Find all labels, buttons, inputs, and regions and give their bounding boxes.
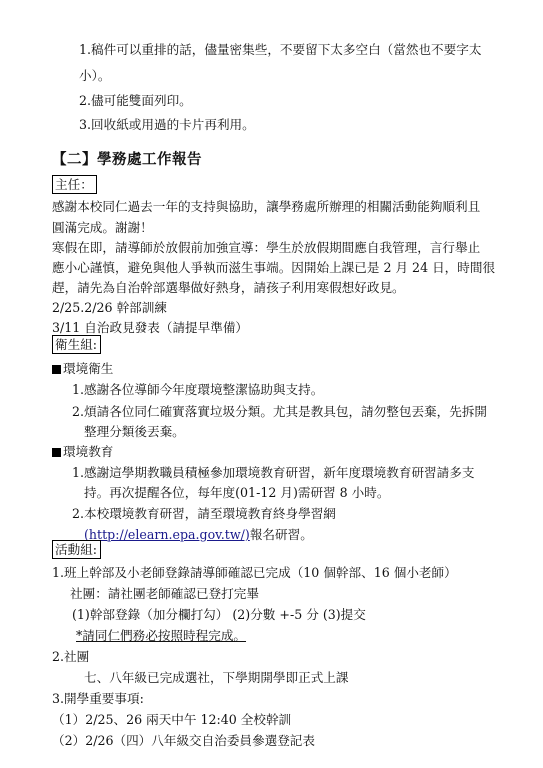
activities-label: 活動組: [52,540,101,559]
director-schedule-2: 3/11 自治政見發表（請提早準備） [52,320,249,335]
activities-line: 社團：請社團老師確認已登打完畢 [70,586,259,601]
activities-line: （2）2/26（四）八年級交自治委員參選登記表 [52,733,315,748]
env-education-link-line [84,527,313,543]
activities-line: （1）2/25、26 兩天中午 12:40 全校幹訓 [52,712,292,727]
activities-line: 2.社團 [52,649,90,664]
elearn-link-suffix: 報名研習。 [249,527,313,542]
top-list-item-1-cont: 小）。 [79,68,111,83]
env-education-item-2: 2.本校環境教育研習，請至環境教育終身學習網 [72,506,336,521]
activities-line: 3.開學重要事項: [52,691,144,706]
activities-line: 七、八年級已完成選社，下學期開學即正式上課 [84,670,349,685]
black-square-bullet-icon [52,365,61,374]
health-label: 衛生組: [52,335,101,354]
elearn-link[interactable]: (http://elearn.epa.gov.tw/) [84,527,250,542]
env-hygiene-item-2-cont: 整理分類後丟棄。 [84,424,185,439]
env-education-title [52,444,113,460]
env-education-item-1-cont: 持。再次提醒各位，每年度(01-12 月)需研習 8 小時。 [84,485,390,500]
activities-line: (1)幹部登錄（加分欄打勾） (2)分數 +-5 分 (3)提交 [72,607,366,622]
env-education-item-1: 1.感謝這學期教職員積極參加環境教育研習，新年度環境教育研習請多支 [72,465,475,480]
top-list-item-2: 2.儘可能雙面列印。 [79,93,192,108]
env-hygiene-item-2: 2.煩請各位同仁確實落實垃圾分類。尤其是教具包，請勿整包丟棄，先拆開 [72,404,488,419]
section-title: 【二】學務處工作報告 [52,152,202,168]
activities-line: 1.班上幹部及小老師登錄請導師確認已完成（10 個幹部、16 個小老師） [52,565,457,580]
top-list-item-3: 3.回收紙或用過的卡片再利用。 [79,117,255,132]
activities-reminder: *請同仁們務必按照時程完成。 [76,628,247,643]
env-hygiene-title [52,361,113,377]
director-paragraph-line: 趕，請先為自治幹部選舉做好熱身，請孩子利用寒假想好政見。 [52,280,405,295]
env-education-title-text: 環境教育 [63,444,114,459]
director-paragraph-line: 感謝本校同仁過去一年的支持與協助，讓學務處所辦理的相關活動能夠順利且 [52,199,481,214]
env-hygiene-title-text: 環境衛生 [63,361,114,376]
black-square-bullet-icon [52,448,61,457]
director-paragraph-line: 應小心謹慎，避免與他人爭執而滋生事端。因開始上課已是 2 月 24 日，時間很 [52,260,496,275]
director-paragraph-line: 圓滿完成。謝謝！ [52,220,153,235]
director-label: 主任： [52,175,97,194]
top-list-item-1: 1.稿件可以重排的話，儘量密集些，不要留下太多空白（當然也不要字太 [79,42,482,57]
director-schedule-1: 2/25.2/26 幹部訓練 [52,300,167,315]
env-hygiene-item-1: 1.感謝各位導師今年度環境整潔協助與支持。 [72,382,324,397]
director-paragraph-line: 寒假在即，請導師於放假前加強宣導：學生於放假期間應自我管理，言行舉止 [52,240,481,255]
